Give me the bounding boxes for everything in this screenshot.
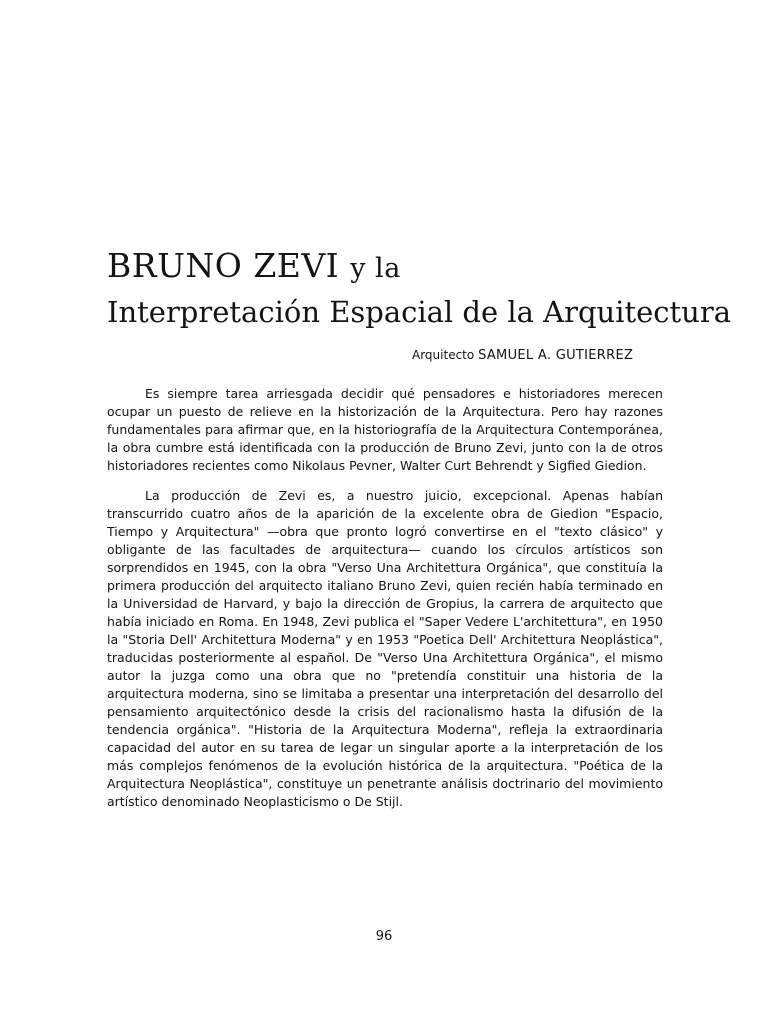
article-body [107, 385, 663, 811]
author-name: SAMUEL A. GUTIERREZ [478, 348, 634, 363]
title-main: BRUNO ZEVI [107, 246, 340, 285]
author-prefix: Arquitecto [412, 348, 475, 362]
title-line-1 [107, 248, 697, 287]
title-connector: y la [350, 253, 401, 284]
article-title [107, 246, 732, 331]
page-number: 96 [375, 929, 393, 944]
title-line-2: Interpretación Espacial de la Arquitectura [107, 295, 732, 329]
paragraph-2: La producción de Zevi es, a nuestro juicio, excepcional. Apenas habían transcurrido cuatro años de la aparición de la excelente obra de Giedion "Espacio, Tiempo y Arquitectura" —obra que pronto logró convertirse en el "texto clásico" y obligante de las facultades de arquitectura— cuando los círculos artísticos son sorprendidos en 1945, con la obra "Verso Una Architettura Orgánica", que constituía la primera producción del arquitecto italiano Bruno Zevi, quien recién había terminado en la Universidad de Harvard, y bajo la dirección de Gropius, la carrera de arquitecto que había iniciado en Roma. En 1948, Zevi publica el "Saper Vedere L'architettura", en 1950 la "Storia Dell' Architettura Moderna" y en 1953 "Poetica Dell' Architettura Neoplástica", traducidas posteriormente al español. De "Verso Una Architettura Orgánica", el mismo autor la juzga como una obra que no "pretendía constituir una historia de la arquitectura moderna, sino se limitaba a presentar una interpretación del desarrollo del pensamiento arquitectónico desde la crisis del racionalismo hasta la difusión de la tendencia orgánica". "Historia de la Arquitectura Moderna", refleja la extraordinaria capacidad del autor en su tarea de legar un singular aporte a la interpretación de los más complejos fenómenos de la evolución histórica de la arquitectura. "Poética de la Arquitectura Neoplástica", constituye un penetrante análisis doctrinario del movimiento artístico denominado Neoplasticismo o De Stijl. [107, 488, 663, 809]
paragraph-1: Es siempre tarea arriesgada decidir qué pensadores e historiadores merecen ocupar un puesto de relieve en la historización de la Arquitectura. Pero hay razones fundamentales para afirmar que, en la historiografía de la Arquitectura Contemporánea, la obra cumbre está identificada con la producción de Bruno Zevi, junto con la de otros historiadores recientes como Nikolaus Pevner, Walter Curt Behrendt y Sigfied Giedion. [107, 386, 663, 473]
author-byline [412, 347, 633, 364]
